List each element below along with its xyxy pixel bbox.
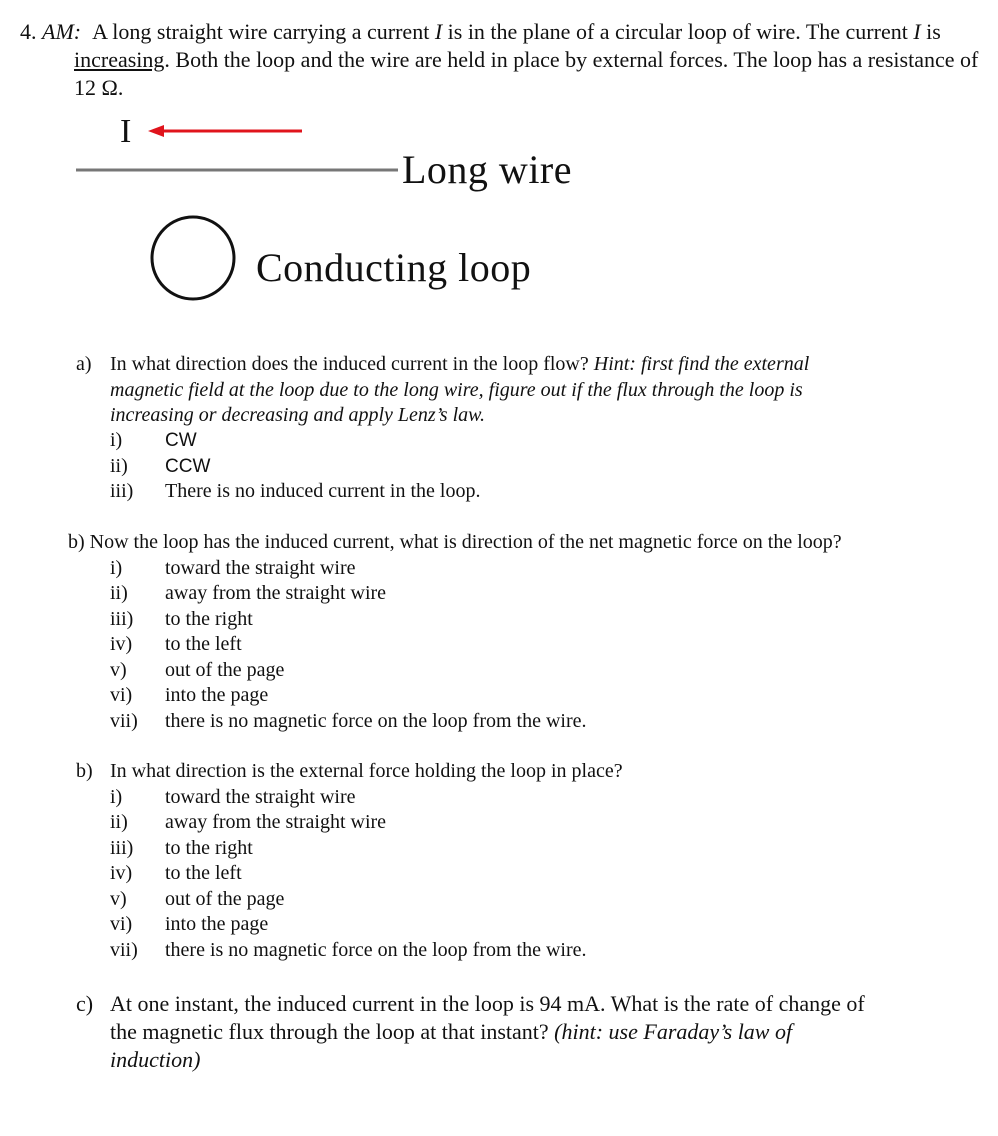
problem-tag: AM: <box>42 19 82 44</box>
option-number: iii) <box>110 480 134 502</box>
current-symbol: I <box>434 19 443 44</box>
problem-line1-end: is in the plane of a circular loop of wire. The <box>447 19 841 44</box>
option-item[interactable] <box>110 810 998 836</box>
option-number: iii) <box>110 836 134 859</box>
option-label: away from the straight wire <box>165 811 387 833</box>
option-label: away from the straight wire <box>165 582 387 604</box>
increasing-underlined: increasing <box>74 47 165 72</box>
option-item[interactable] <box>110 912 998 938</box>
option-item[interactable] <box>110 632 998 658</box>
part-b-external-question: In what direction is the external force holding the loop in place? <box>110 760 623 782</box>
option-item[interactable] <box>110 683 998 709</box>
option-label: toward the straight wire <box>165 556 356 579</box>
option-number: iv) <box>110 862 133 884</box>
option-number: iv) <box>110 633 133 655</box>
part-c-hint-1: (hint: use Faraday’s law of <box>554 1019 793 1044</box>
option-item[interactable] <box>110 556 998 582</box>
problem-line2-start: current <box>845 19 908 44</box>
option-label: to the right <box>165 836 253 859</box>
problem-line2-end: . Both the loop and the wire are held in place by external forces. The <box>164 47 768 72</box>
option-item[interactable] <box>110 785 998 811</box>
part-a-hint-2: magnetic field at the loop due to the long wire, figure out if the flux through the loop is <box>110 378 803 401</box>
problem-line1: A long straight wire carrying a current <box>92 19 430 44</box>
part-a <box>76 352 976 512</box>
part-c-letter: c) <box>76 991 94 1016</box>
option-number: v) <box>110 658 127 681</box>
option-label: CW <box>165 430 197 451</box>
option-label: CCW <box>165 455 211 477</box>
option-label: to the left <box>165 633 242 655</box>
option-label: There is no induced current in the loop. <box>165 480 481 502</box>
option-item[interactable] <box>110 428 998 454</box>
option-number: ii) <box>110 811 128 833</box>
part-b-external-letter: b) <box>76 760 93 782</box>
current-symbol-2: I <box>913 19 921 44</box>
current-arrow-head-icon <box>148 125 164 137</box>
option-number: i) <box>110 556 123 579</box>
part-a-question-text: In what direction does the induced current in the loop flow? <box>110 353 589 375</box>
figure-loop-label: Conducting loop <box>256 245 532 290</box>
part-b-external-force <box>76 759 976 969</box>
part-b-force <box>68 530 978 740</box>
option-label: into the page <box>165 684 269 706</box>
option-item[interactable] <box>110 709 998 735</box>
option-number: vi) <box>110 913 133 935</box>
problem-line2-mid: is <box>926 19 941 44</box>
option-label: there is no magnetic force on the loop from the wire. <box>165 709 587 732</box>
option-item[interactable] <box>110 454 998 480</box>
option-label: out of the page <box>165 887 285 910</box>
option-label: to the left <box>165 862 242 884</box>
part-c <box>76 990 976 1080</box>
part-c-question <box>110 990 980 1074</box>
figure-current-label: I <box>120 113 132 150</box>
part-b-force-question: b) Now the loop has the induced current, what is direction of the net magnetic force on the loop? <box>68 531 842 553</box>
option-item[interactable] <box>110 861 998 887</box>
option-number: ii) <box>110 582 128 604</box>
option-item[interactable] <box>110 887 998 913</box>
option-item[interactable] <box>110 836 998 862</box>
problem-line3: loop has a resistance of 12 Ω. <box>74 47 979 100</box>
part-c-hint-2: induction) <box>110 1047 201 1072</box>
part-a-hint-1: Hint: first find the external <box>593 353 810 375</box>
option-item[interactable] <box>110 658 998 684</box>
problem-number: 4. <box>20 19 37 44</box>
option-label: out of the page <box>165 658 285 681</box>
option-number: ii) <box>110 454 128 477</box>
part-c-line1: At one instant, the induced current in the loop is 94 mA. What is the rate of change of <box>110 991 865 1016</box>
option-item[interactable] <box>110 581 998 607</box>
option-number: iii) <box>110 607 134 630</box>
option-number: i) <box>110 785 123 808</box>
part-a-letter: a) <box>76 353 92 375</box>
option-number: vii) <box>110 938 138 961</box>
option-label: there is no magnetic force on the loop from the wire. <box>165 938 587 961</box>
option-number: vi) <box>110 684 133 706</box>
figure-wire-label: Long wire <box>402 147 573 192</box>
part-c-line2: the magnetic flux through the loop at that instant? <box>110 1019 549 1044</box>
part-a-hint-3: increasing or decreasing and apply Lenz’s law. <box>110 404 485 426</box>
option-number: vii) <box>110 709 138 732</box>
part-a-question <box>110 352 976 429</box>
option-label: toward the straight wire <box>165 785 356 808</box>
option-number: v) <box>110 887 127 910</box>
option-label: to the right <box>165 607 253 630</box>
option-number: i) <box>110 429 123 451</box>
option-item[interactable] <box>110 479 998 505</box>
conducting-loop-circle <box>152 217 234 299</box>
option-item[interactable] <box>110 607 998 633</box>
option-label: into the page <box>165 913 269 935</box>
option-item[interactable] <box>110 938 998 964</box>
